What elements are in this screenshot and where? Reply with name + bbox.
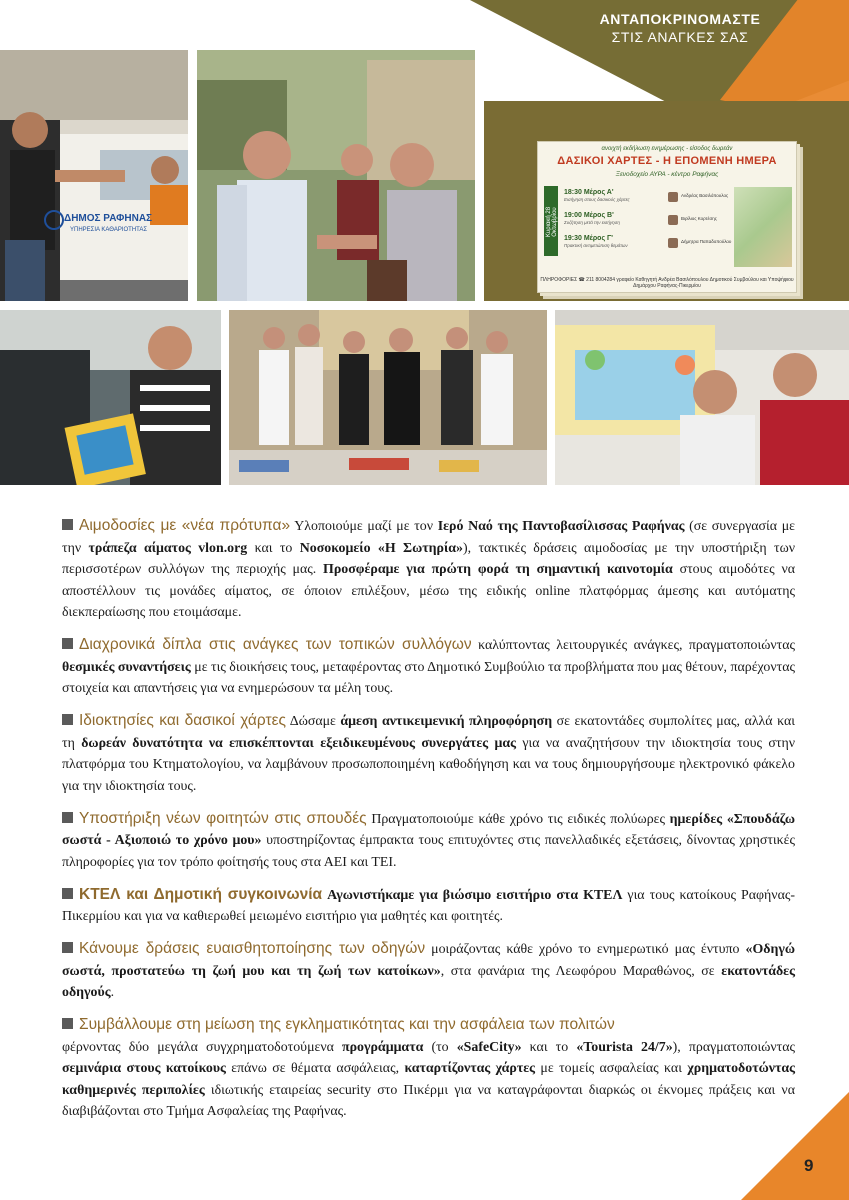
bold-text: «Οδηγώ σωστά, προστατεύω τη ζωή μου και τη ζωή των κατοίκων» <box>62 942 796 979</box>
poster-slot-time: 18:30 Μέρος Α' <box>564 189 614 196</box>
poster-map <box>734 187 792 267</box>
bold-text: εκατοντάδες οδηγούς <box>62 963 795 1000</box>
bold-text: προγράμματα <box>342 1039 424 1055</box>
body-text: καλύπτοντας λειτουργικές ανάγκες, πραγματοποιώντας <box>471 638 796 653</box>
body-text: με τομείς ασφαλείας και <box>535 1061 688 1076</box>
speaker-name: Ανδρέας Βασιλόπουλος <box>681 193 729 198</box>
paragraph <box>62 634 795 700</box>
paragraph-heading: Συμβάλλουμε στη μείωση της εγκληματικότητας και την ασφάλεια των πολιτών <box>79 1016 615 1033</box>
bold-text: σεμινάρια στους κατοίκους <box>62 1061 226 1076</box>
bold-text: θεσμικές συναντήσεις <box>62 659 191 675</box>
photo-municipal-truck <box>0 50 188 301</box>
poster-slot-desc: Εισήγηση στους δασικούς χάρτες <box>564 197 630 202</box>
bullet-square-icon <box>62 638 73 649</box>
bold-text: Νοσοκομείο «Η Σωτηρία» <box>299 540 463 556</box>
poster-slot-desc: Πρακτική αντιμετώπιση θεμάτων <box>564 243 628 248</box>
body-text: ), πραγματοποιώντας <box>672 1039 795 1055</box>
paragraph-heading: ΚΤΕΛ και Δημοτική συγκοινωνία <box>79 885 323 903</box>
event-poster <box>537 141 797 293</box>
section-header-line2: ΣΤΙΣ ΑΝΑΓΚΕΣ ΣΑΣ <box>611 29 749 45</box>
bullet-square-icon <box>62 888 73 899</box>
paragraph-heading: Κάνουμε δράσεις ευαισθητοποίησης των οδηγών <box>79 940 426 957</box>
paragraph <box>62 808 795 874</box>
body-text: στους αιμοδότες να αποστέλλουν τις μονάδες αίματος, σε όποιον επιλέξουν, μέσω της ειδικής online πλατφόρμας άμεσης και αυτόματης διεκπεραίωσης που ετοιμάσαμε. <box>62 562 795 620</box>
poster-slot-desc: Συζήτηση μετά την εισήγηση <box>564 220 620 225</box>
poster-slot <box>564 235 664 249</box>
body-text: και το <box>521 1039 577 1055</box>
body-text: για να αναζητήσουν την ιδιοκτησία τους στην πλατφόρμα του Κτηματολογίου, να λαμβάνουν προσωποποιημένη καθοδήγηση και να τους δημιουργήσουμε ηλεκτρονικό φάκελο για την ιδιοκτησία τους. <box>62 735 795 794</box>
paragraph <box>62 938 795 1004</box>
body-text: σε εκατοντάδες συμπολίτες μας, αλλά και τη <box>62 714 796 751</box>
bold-text: Αγωνιστήκαμε για βιώσιμο εισιτήριο στα ΚΤΕΛ <box>327 887 623 903</box>
photo-handshake <box>197 50 475 301</box>
bold-text: καταρτίζοντας χάρτες <box>404 1061 536 1076</box>
speaker-name: Βιρίλιος Κορτέσης <box>681 216 717 221</box>
body-text: και το <box>247 540 300 556</box>
body-text: με τις διοικήσεις τους, μεταφέροντας στο Δημοτικό Συμβούλιο τα προβλήματα που μας θέτουν, παρέχοντας στοιχεία και απαντήσεις για να ενημερώσουν τα μέλη τους. <box>62 659 796 696</box>
truck-sign-sub: ΥΠΗΡΕΣΙΑ ΚΑΘΑΡΙΟΤΗΤΑΣ <box>70 227 148 233</box>
body-text: υποστηρίζοντας έμπρακτα τους επιτυχόντες στις πανελλαδικές εξετάσεις, δίνοντας χρηστικές πληροφορίες για τον τρόπο φοίτησής τους στα ΑΕΙ και ΤΕΙ. <box>62 833 795 870</box>
poster-date: Κυριακή 28 Οκτωβρίου <box>546 206 558 238</box>
poster-slot-time: 19:00 Μέρος Β' <box>564 212 614 219</box>
body-text: ιδιωτικής εταιρείας security στο Πικέρμι για να καταγράφονται διαρκώς οι έκνομες πράξεις και να διαβιβάζονται στο Τμήμα Ασφαλείας της Ραφήνας. <box>62 1082 795 1119</box>
paragraph-heading: Ιδιοκτησίες και δασικοί χάρτες <box>79 712 286 729</box>
body-text: φέρνοντας δύο μεγάλα συγχρηματοδοτούμενα <box>62 1039 343 1055</box>
paragraph <box>62 1014 795 1123</box>
paragraph <box>62 884 795 928</box>
page-number: 9 <box>804 1156 814 1175</box>
bold-text: χρηματοδοτώντας καθημερινές περιπολίες <box>62 1061 795 1098</box>
speaker-photo <box>668 215 678 225</box>
poster-slot <box>564 189 664 203</box>
body-text: για τους κατοίκους Ραφήνας-Πικερμίου και για να καθιερωθεί μειωμένο εισιτήριο για μαθητές και φοιτητές. <box>62 887 795 924</box>
body-text: (σε συνεργασία με την <box>62 519 795 556</box>
bullet-square-icon <box>62 1018 73 1029</box>
body-text: μοιράζοντας κάθε χρόνο το ενημερωτικό μας έντυπο <box>425 942 746 957</box>
bullet-square-icon <box>62 942 73 953</box>
poster-title: ΔΑΣΙΚΟΙ ΧΑΡΤΕΣ - Η ΕΠΟΜΕΝΗ ΗΜΕΡΑ <box>557 155 777 167</box>
paragraph-heading: Αιμοδοσίες με «νέα πρότυπα» <box>79 517 291 534</box>
poster-slot <box>564 212 664 226</box>
poster-info: ΠΛΗΡΟΦΟΡΙΕΣ ☎ 211 8004284 γραφείο Καθηγητή Ανδρέα Βασιλόπουλου Δημοτικού Συμβούλου και Υποψήφιου Δημάρχου Ραφήνας-Πικερμίου <box>540 277 794 289</box>
bullet-square-icon <box>62 812 73 823</box>
bold-text: δωρεάν δυνατότητα να επισκέπτονται εξειδικευμένους συνεργάτες μας <box>81 735 516 751</box>
article-body <box>62 515 795 1133</box>
poster-slot-time: 19:30 Μέρος Γ' <box>564 235 613 242</box>
municipality-logo-icon <box>44 210 64 230</box>
photo-group <box>229 310 547 485</box>
paragraph-heading: Διαχρονικά δίπλα στις ανάγκες των τοπικών συλλόγων <box>79 636 472 653</box>
body-text: ), τακτικές δράσεις αιμοδοσίας με την υποστήριξη των περισσοτέρων συλλόγων της περιοχής μας. <box>62 540 796 577</box>
bold-text: τράπεζα αίματος vlon.org <box>88 540 248 556</box>
section-header <box>470 10 849 46</box>
speaker-photo <box>668 238 678 248</box>
truck-sign: ΔΗΜΟΣ ΡΑΦΗΝΑΣ <box>64 213 153 224</box>
speaker-name: Δήμητρα Παπαδοπούλου <box>681 239 732 244</box>
paragraph-heading: Υποστήριξη νέων φοιτητών στις σπουδές <box>79 809 367 827</box>
paragraph <box>62 710 795 797</box>
body-text: Δώσαμε <box>285 714 341 729</box>
bold-text: Ιερό Ναό της Παντοβασίλισσας Ραφήνας <box>437 519 685 534</box>
photo-man-in-car <box>0 310 221 485</box>
body-text: (το <box>423 1039 457 1055</box>
bold-text: άμεση αντικειμενική πληροφόρηση <box>340 714 553 729</box>
paragraph <box>62 515 795 624</box>
body-text: , στα φανάρια της Λεωφόρου Μαραθώνος, σε <box>440 963 722 979</box>
body-text: Πραγματοποιούμε κάθε χρόνο τις ειδικές πολύωρες <box>366 811 670 827</box>
section-header-line1: ΑΝΤΑΠΟΚΡΙΝΟΜΑΣΤΕ <box>599 11 761 27</box>
bold-text: ημερίδες «Σπουδάζω σωστά - Αξιοποιώ το χρόνο μου» <box>62 811 795 848</box>
photo-presentation <box>555 310 849 485</box>
bullet-square-icon <box>62 714 73 725</box>
poster-venue: Ξενοδοχείο ΑΥΡΑ - κέντρο Ραφήνας <box>615 171 719 178</box>
speaker-photo <box>668 192 678 202</box>
body-text: επάνω σε θέματα ασφάλειας, <box>225 1061 405 1076</box>
bold-text: Προσφέραμε για πρώτη φορά τη σημαντική καινοτομία <box>323 562 673 577</box>
body-text: . <box>110 985 115 1000</box>
bold-text: «Tourista 24/7» <box>576 1039 673 1055</box>
poster-subtitle: ανοιχτή εκδήλωση ενημέρωσης - είσοδος δωρεάν <box>601 146 733 152</box>
poster-date-band <box>544 186 558 256</box>
bold-text: «SafeCity» <box>456 1039 522 1055</box>
body-text: Υλοποιούμε μαζί με τον <box>290 519 438 534</box>
bullet-square-icon <box>62 519 73 530</box>
